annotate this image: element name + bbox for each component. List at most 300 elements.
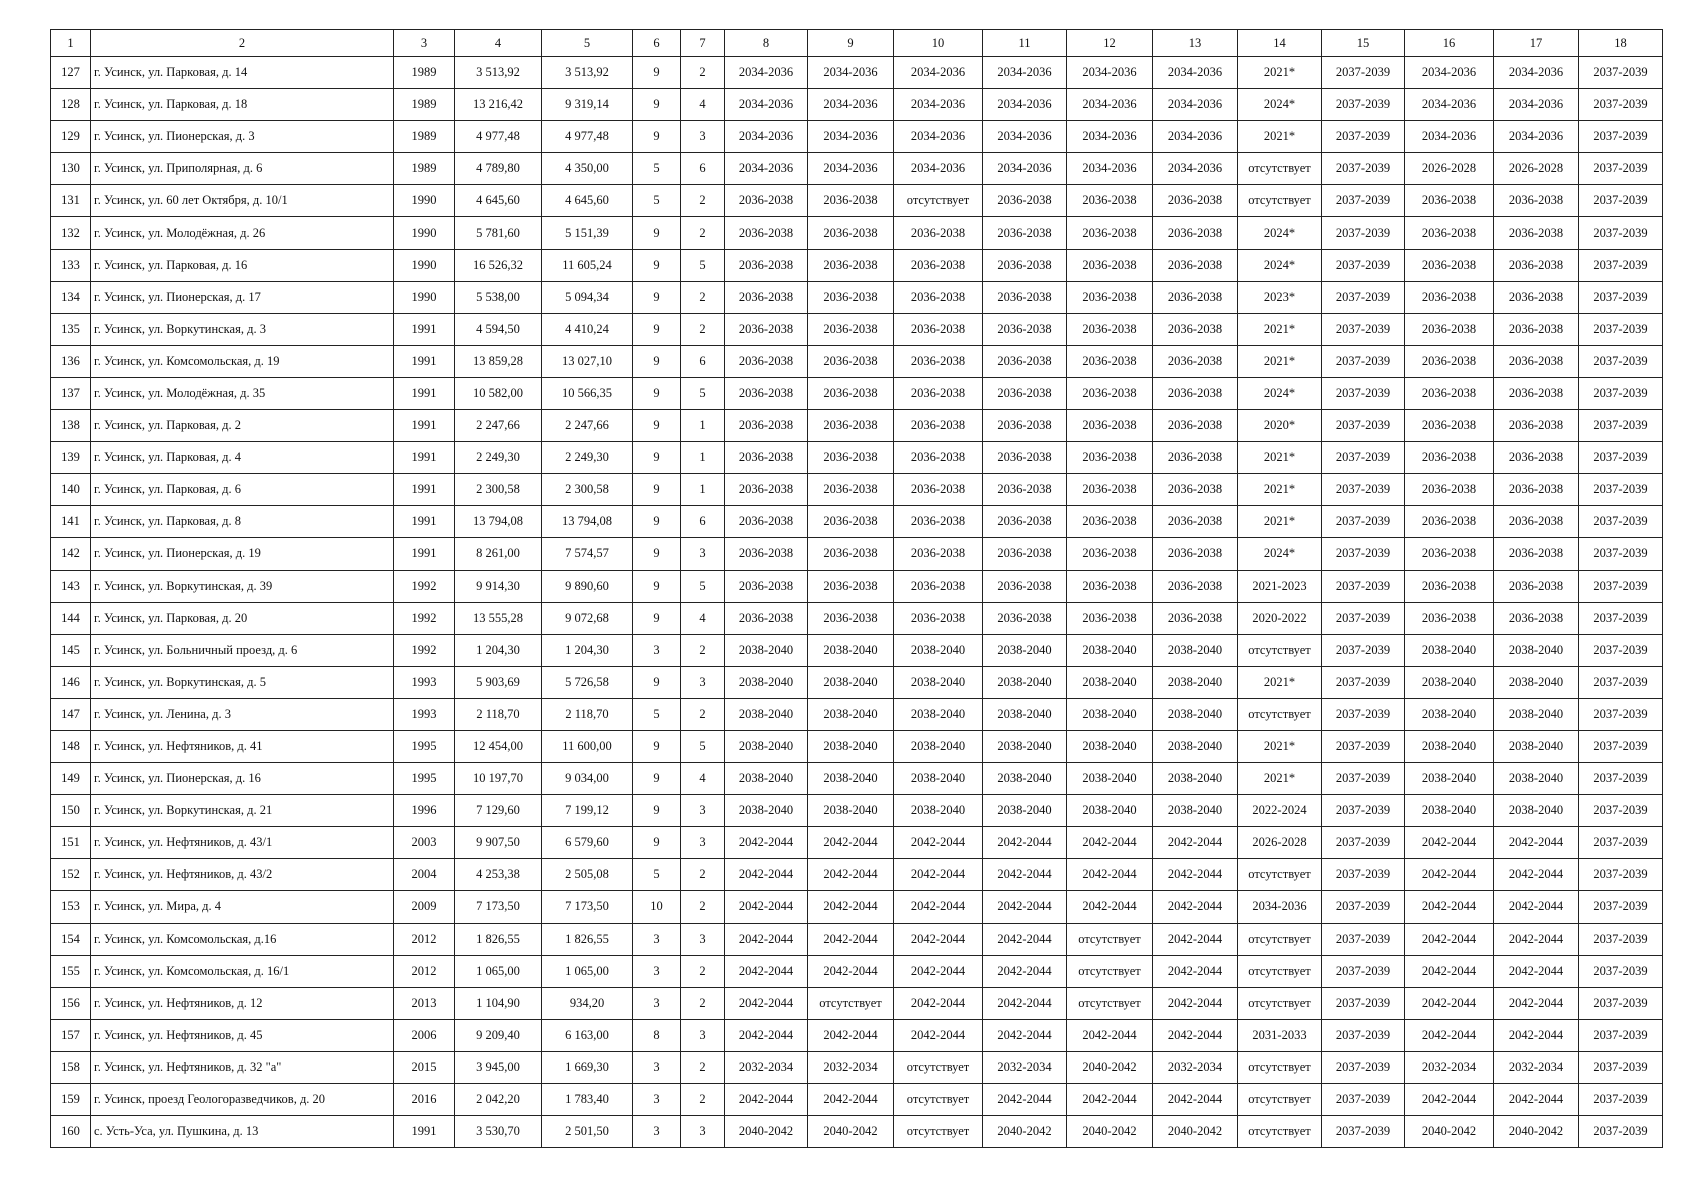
table-cell: 2036-2038: [1153, 602, 1238, 634]
table-cell: 2042-2044: [808, 891, 894, 923]
table-cell: 2036-2038: [983, 281, 1067, 313]
table-cell: 3: [633, 1116, 681, 1148]
table-cell: 9 034,00: [542, 763, 633, 795]
table-cell: 9: [633, 730, 681, 762]
table-cell: 2037-2039: [1322, 1051, 1405, 1083]
table-cell: 2036-2038: [894, 602, 983, 634]
table-cell: 2036-2038: [725, 345, 808, 377]
table-cell: 2037-2039: [1579, 410, 1663, 442]
table-cell: 2036-2038: [1153, 442, 1238, 474]
table-cell: 2040-2042: [1405, 1116, 1494, 1148]
table-cell: 5 094,34: [542, 281, 633, 313]
table-cell: 1989: [394, 57, 455, 89]
column-number: 10: [894, 30, 983, 57]
table-cell: 9: [633, 570, 681, 602]
table-cell: 5 781,60: [455, 217, 542, 249]
table-cell: 2037-2039: [1579, 217, 1663, 249]
table-cell: 2021*: [1238, 666, 1322, 698]
table-cell: 1991: [394, 506, 455, 538]
row-number-cell: 143: [51, 570, 91, 602]
table-row: [51, 923, 1663, 955]
table-cell: 2037-2039: [1322, 666, 1405, 698]
table-cell: 2037-2039: [1579, 827, 1663, 859]
table-cell: 2037-2039: [1322, 795, 1405, 827]
table-cell: 6: [681, 345, 725, 377]
table-cell: 2036-2038: [983, 474, 1067, 506]
table-cell: 2037-2039: [1322, 730, 1405, 762]
table-row: [51, 730, 1663, 762]
table-cell: 2037-2039: [1322, 698, 1405, 730]
table-cell: 2034-2036: [1494, 121, 1579, 153]
address-cell: г. Усинск, ул. Пионерская, д. 19: [91, 538, 394, 570]
table-cell: 1995: [394, 730, 455, 762]
table-cell: 2026-2028: [1238, 827, 1322, 859]
table-cell: 2036-2038: [1405, 602, 1494, 634]
table-cell: 13 794,08: [542, 506, 633, 538]
column-number: 9: [808, 30, 894, 57]
table-cell: 2042-2044: [983, 923, 1067, 955]
table-cell: 2038-2040: [1494, 666, 1579, 698]
table-cell: отсутствует: [1067, 923, 1153, 955]
table-cell: 2: [681, 185, 725, 217]
table-cell: 2036-2038: [808, 281, 894, 313]
table-cell: 5 151,39: [542, 217, 633, 249]
table-cell: 2038-2040: [983, 730, 1067, 762]
table-cell: 2036-2038: [1153, 281, 1238, 313]
table-cell: 2038-2040: [1153, 666, 1238, 698]
table-cell: 2 300,58: [455, 474, 542, 506]
address-cell: г. Усинск, ул. Парковая, д. 16: [91, 249, 394, 281]
table-cell: 1 826,55: [542, 923, 633, 955]
row-number-cell: 160: [51, 1116, 91, 1148]
table-cell: 2036-2038: [808, 506, 894, 538]
table-cell: 2: [681, 1051, 725, 1083]
table-cell: 2037-2039: [1579, 345, 1663, 377]
table-cell: 2037-2039: [1322, 121, 1405, 153]
address-cell: г. Усинск, ул. Комсомольская, д. 16/1: [91, 955, 394, 987]
table-cell: 2038-2040: [983, 698, 1067, 730]
table-cell: 9: [633, 377, 681, 409]
table-cell: 3: [633, 1051, 681, 1083]
address-cell: г. Усинск, ул. Парковая, д. 4: [91, 442, 394, 474]
table-cell: 2036-2038: [1153, 410, 1238, 442]
table-cell: 2038-2040: [1405, 763, 1494, 795]
table-cell: 2038-2040: [1405, 666, 1494, 698]
table-cell: 1993: [394, 666, 455, 698]
table-cell: 2021*: [1238, 474, 1322, 506]
table-cell: 1989: [394, 153, 455, 185]
table-cell: 2034-2036: [1067, 57, 1153, 89]
table-cell: 2038-2040: [894, 666, 983, 698]
table-cell: 2038-2040: [983, 666, 1067, 698]
table-cell: отсутствует: [894, 1116, 983, 1148]
table-cell: 2038-2040: [894, 698, 983, 730]
table-cell: 2038-2040: [1494, 634, 1579, 666]
table-row: [51, 442, 1663, 474]
table-cell: 2037-2039: [1322, 281, 1405, 313]
table-cell: 13 794,08: [455, 506, 542, 538]
table-cell: 1 104,90: [455, 987, 542, 1019]
table-cell: 2042-2044: [1153, 923, 1238, 955]
table-cell: 2036-2038: [983, 345, 1067, 377]
table-cell: отсутствует: [1238, 634, 1322, 666]
row-number-cell: 147: [51, 698, 91, 730]
table-cell: 1 669,30: [542, 1051, 633, 1083]
table-cell: 2021*: [1238, 345, 1322, 377]
table-cell: 2042-2044: [1067, 859, 1153, 891]
table-cell: 2036-2038: [1405, 474, 1494, 506]
table-cell: 2037-2039: [1322, 313, 1405, 345]
table-cell: 2042-2044: [1067, 1019, 1153, 1051]
table-cell: 2038-2040: [808, 795, 894, 827]
table-cell: 1 204,30: [455, 634, 542, 666]
table-cell: 2 042,20: [455, 1084, 542, 1116]
table-row: [51, 185, 1663, 217]
table-cell: 2038-2040: [1405, 730, 1494, 762]
table-cell: 2042-2044: [983, 859, 1067, 891]
table-cell: 2037-2039: [1579, 506, 1663, 538]
table-cell: 9 072,68: [542, 602, 633, 634]
table-cell: 2036-2038: [983, 506, 1067, 538]
table-cell: 2042-2044: [983, 987, 1067, 1019]
table-cell: 5 903,69: [455, 666, 542, 698]
table-cell: отсутствует: [1238, 698, 1322, 730]
table-cell: 2034-2036: [725, 89, 808, 121]
column-number: 1: [51, 30, 91, 57]
table-cell: 2038-2040: [1067, 698, 1153, 730]
table-cell: 2036-2038: [1494, 538, 1579, 570]
table-cell: 9: [633, 666, 681, 698]
table-cell: 2037-2039: [1322, 538, 1405, 570]
table-cell: 2042-2044: [1153, 859, 1238, 891]
table-cell: 9: [633, 121, 681, 153]
table-row: [51, 955, 1663, 987]
table-cell: 2034-2036: [1067, 153, 1153, 185]
table-cell: 2037-2039: [1579, 89, 1663, 121]
table-cell: 2042-2044: [1494, 987, 1579, 1019]
address-cell: с. Усть-Уса, ул. Пушкина, д. 13: [91, 1116, 394, 1148]
table-cell: 2034-2036: [1153, 57, 1238, 89]
table-cell: 1992: [394, 602, 455, 634]
row-number-cell: 142: [51, 538, 91, 570]
table-cell: 2024*: [1238, 377, 1322, 409]
table-cell: 2036-2038: [1067, 377, 1153, 409]
table-cell: 2003: [394, 827, 455, 859]
table-cell: 5: [681, 377, 725, 409]
table-cell: 5: [681, 570, 725, 602]
row-number-cell: 130: [51, 153, 91, 185]
table-cell: 2038-2040: [1067, 634, 1153, 666]
row-number-cell: 138: [51, 410, 91, 442]
table-cell: 2038-2040: [725, 634, 808, 666]
table-cell: 1991: [394, 1116, 455, 1148]
table-cell: 2: [681, 698, 725, 730]
table-cell: 2037-2039: [1579, 666, 1663, 698]
table-row: [51, 1019, 1663, 1051]
table-cell: 2042-2044: [808, 923, 894, 955]
table-cell: 2042-2044: [1405, 1084, 1494, 1116]
table-cell: 2036-2038: [894, 474, 983, 506]
row-number-cell: 134: [51, 281, 91, 313]
table-row: [51, 538, 1663, 570]
table-cell: 2036-2038: [808, 249, 894, 281]
table-cell: 2036-2038: [894, 506, 983, 538]
table-cell: 1991: [394, 474, 455, 506]
table-cell: 2038-2040: [1405, 698, 1494, 730]
table-cell: 2042-2044: [1153, 955, 1238, 987]
table-row: [51, 698, 1663, 730]
table-cell: 2 501,50: [542, 1116, 633, 1148]
address-cell: г. Усинск, ул. Воркутинская, д. 39: [91, 570, 394, 602]
table-cell: 2 300,58: [542, 474, 633, 506]
table-cell: 2036-2038: [1405, 506, 1494, 538]
table-cell: 2036-2038: [725, 281, 808, 313]
table-cell: 2036-2038: [808, 377, 894, 409]
row-number-cell: 133: [51, 249, 91, 281]
table-cell: 2034-2036: [1494, 89, 1579, 121]
table-cell: 2036-2038: [1153, 217, 1238, 249]
table-cell: отсутствует: [1238, 1051, 1322, 1083]
row-number-cell: 155: [51, 955, 91, 987]
table-cell: 2026-2028: [1494, 153, 1579, 185]
table-cell: 9 890,60: [542, 570, 633, 602]
table-row: [51, 121, 1663, 153]
table-cell: 934,20: [542, 987, 633, 1019]
table-cell: 3: [681, 923, 725, 955]
table-row: [51, 89, 1663, 121]
table-cell: 2036-2038: [1494, 313, 1579, 345]
table-cell: 2038-2040: [1494, 730, 1579, 762]
table-cell: 2036-2038: [1067, 313, 1153, 345]
table-cell: 2042-2044: [894, 827, 983, 859]
table-cell: 1991: [394, 410, 455, 442]
table-cell: 3: [681, 827, 725, 859]
table-cell: 2036-2038: [1494, 249, 1579, 281]
table-cell: 2036-2038: [1405, 538, 1494, 570]
table-cell: 2034-2036: [808, 89, 894, 121]
table-cell: 2036-2038: [1153, 377, 1238, 409]
address-cell: г. Усинск, ул. Парковая, д. 6: [91, 474, 394, 506]
table-cell: 2040-2042: [1494, 1116, 1579, 1148]
table-cell: 3 945,00: [455, 1051, 542, 1083]
table-cell: 2037-2039: [1579, 474, 1663, 506]
data-table: [50, 29, 1663, 1148]
table-cell: 1995: [394, 763, 455, 795]
table-cell: 2: [681, 1084, 725, 1116]
table-cell: 1 065,00: [455, 955, 542, 987]
table-cell: 2036-2038: [1494, 217, 1579, 249]
table-cell: 2036-2038: [1067, 474, 1153, 506]
table-cell: 2042-2044: [1494, 923, 1579, 955]
table-cell: 2021*: [1238, 121, 1322, 153]
table-cell: 1 783,40: [542, 1084, 633, 1116]
table-cell: 2036-2038: [725, 602, 808, 634]
row-number-cell: 152: [51, 859, 91, 891]
table-cell: 4 594,50: [455, 313, 542, 345]
table-cell: 2024*: [1238, 217, 1322, 249]
table-cell: 2036-2038: [1405, 217, 1494, 249]
table-cell: 2036-2038: [725, 506, 808, 538]
table-cell: 2036-2038: [983, 185, 1067, 217]
table-cell: 2036-2038: [1153, 249, 1238, 281]
table-cell: 2042-2044: [808, 1019, 894, 1051]
address-cell: г. Усинск, ул. Комсомольская, д.16: [91, 923, 394, 955]
address-cell: г. Усинск, ул. Ленина, д. 3: [91, 698, 394, 730]
table-cell: 9: [633, 57, 681, 89]
table-cell: 2036-2038: [983, 313, 1067, 345]
table-cell: 4 350,00: [542, 153, 633, 185]
table-cell: 5: [633, 185, 681, 217]
table-cell: 9: [633, 89, 681, 121]
table-cell: 2042-2044: [1153, 987, 1238, 1019]
table-cell: 2034-2036: [894, 57, 983, 89]
table-cell: 2034-2036: [725, 57, 808, 89]
table-cell: 2042-2044: [1405, 923, 1494, 955]
table-cell: 2036-2038: [1153, 185, 1238, 217]
address-cell: г. Усинск, ул. Пионерская, д. 16: [91, 763, 394, 795]
table-cell: отсутствует: [1238, 1084, 1322, 1116]
table-cell: 2038-2040: [1067, 730, 1153, 762]
table-cell: 2037-2039: [1579, 987, 1663, 1019]
table-cell: 9: [633, 249, 681, 281]
table-cell: 2037-2039: [1579, 442, 1663, 474]
table-cell: 2036-2038: [1405, 410, 1494, 442]
column-number: 2: [91, 30, 394, 57]
table-cell: 2034-2036: [725, 121, 808, 153]
table-cell: 2: [681, 955, 725, 987]
table-cell: 2032-2034: [808, 1051, 894, 1083]
table-cell: 2042-2044: [894, 1019, 983, 1051]
address-cell: г. Усинск, ул. Воркутинская, д. 21: [91, 795, 394, 827]
table-cell: 2037-2039: [1322, 827, 1405, 859]
table-cell: 2021*: [1238, 313, 1322, 345]
table-cell: 9 319,14: [542, 89, 633, 121]
address-cell: г. Усинск, ул. Нефтяников, д. 41: [91, 730, 394, 762]
table-cell: 2042-2044: [1067, 827, 1153, 859]
table-cell: 2037-2039: [1322, 185, 1405, 217]
table-cell: 2 118,70: [455, 698, 542, 730]
table-cell: 2036-2038: [725, 185, 808, 217]
column-number: 5: [542, 30, 633, 57]
table-cell: 2042-2044: [1494, 1019, 1579, 1051]
table-cell: 2036-2038: [1067, 249, 1153, 281]
table-cell: 2021*: [1238, 763, 1322, 795]
table-cell: 2037-2039: [1322, 1084, 1405, 1116]
table-cell: 3: [681, 538, 725, 570]
table-cell: 2037-2039: [1579, 730, 1663, 762]
table-cell: 2036-2038: [894, 313, 983, 345]
table-cell: 2036-2038: [725, 474, 808, 506]
table-cell: 2042-2044: [1405, 827, 1494, 859]
table-cell: 7 574,57: [542, 538, 633, 570]
table-cell: 2037-2039: [1322, 859, 1405, 891]
table-cell: 9: [633, 281, 681, 313]
table-cell: 2042-2044: [983, 955, 1067, 987]
table-cell: 1993: [394, 698, 455, 730]
row-number-cell: 140: [51, 474, 91, 506]
table-cell: 2042-2044: [1405, 987, 1494, 1019]
table-cell: 5: [681, 730, 725, 762]
table-cell: 2036-2038: [808, 570, 894, 602]
table-cell: 2037-2039: [1322, 1116, 1405, 1148]
table-cell: 3: [681, 1116, 725, 1148]
table-row: [51, 474, 1663, 506]
table-cell: 5: [633, 153, 681, 185]
table-cell: 2037-2039: [1579, 538, 1663, 570]
address-cell: г. Усинск, ул. Нефтяников, д. 45: [91, 1019, 394, 1051]
table-cell: 2031-2033: [1238, 1019, 1322, 1051]
table-cell: 2037-2039: [1579, 634, 1663, 666]
table-cell: 2037-2039: [1579, 377, 1663, 409]
table-cell: 1991: [394, 538, 455, 570]
table-cell: 2038-2040: [1405, 795, 1494, 827]
table-cell: отсутствует: [1238, 923, 1322, 955]
table-cell: 3: [681, 666, 725, 698]
table-cell: 2038-2040: [983, 634, 1067, 666]
table-cell: 1991: [394, 377, 455, 409]
table-cell: 2037-2039: [1579, 891, 1663, 923]
table-cell: 2032-2034: [1153, 1051, 1238, 1083]
table-cell: 2042-2044: [894, 859, 983, 891]
table-cell: 2036-2038: [1405, 313, 1494, 345]
table-cell: 2034-2036: [1238, 891, 1322, 923]
table-cell: 10 582,00: [455, 377, 542, 409]
table-cell: 9: [633, 313, 681, 345]
table-cell: 2037-2039: [1322, 57, 1405, 89]
table-cell: 2020*: [1238, 410, 1322, 442]
table-cell: 2042-2044: [1494, 859, 1579, 891]
table-cell: 2036-2038: [725, 410, 808, 442]
table-cell: 2034-2036: [1494, 57, 1579, 89]
table-cell: 2037-2039: [1579, 602, 1663, 634]
table-cell: 2037-2039: [1322, 345, 1405, 377]
table-cell: 2036-2038: [1153, 570, 1238, 602]
table-cell: 2021*: [1238, 57, 1322, 89]
table-cell: отсутствует: [1238, 1116, 1322, 1148]
table-cell: 2036-2038: [983, 249, 1067, 281]
table-cell: 2042-2044: [1153, 891, 1238, 923]
table-cell: 2036-2038: [1405, 281, 1494, 313]
table-cell: 2024*: [1238, 538, 1322, 570]
table-cell: 2034-2036: [1153, 89, 1238, 121]
table-cell: 2034-2036: [1405, 121, 1494, 153]
table-cell: 2036-2038: [1494, 570, 1579, 602]
column-number: 13: [1153, 30, 1238, 57]
address-cell: г. Усинск, ул. Парковая, д. 20: [91, 602, 394, 634]
row-number-cell: 156: [51, 987, 91, 1019]
table-cell: 10: [633, 891, 681, 923]
table-cell: 2012: [394, 955, 455, 987]
table-cell: 2042-2044: [1067, 1084, 1153, 1116]
table-cell: 2038-2040: [725, 698, 808, 730]
table-cell: 2036-2038: [894, 281, 983, 313]
table-cell: 2020-2022: [1238, 602, 1322, 634]
table-cell: 2042-2044: [725, 1019, 808, 1051]
table-cell: 2036-2038: [1153, 538, 1238, 570]
table-cell: 4: [681, 763, 725, 795]
table-row: [51, 57, 1663, 89]
table-cell: 2042-2044: [1494, 955, 1579, 987]
table-cell: 2042-2044: [808, 1084, 894, 1116]
table-cell: 2034-2036: [1405, 89, 1494, 121]
table-cell: 2037-2039: [1322, 763, 1405, 795]
table-cell: 1989: [394, 121, 455, 153]
table-cell: 2034-2036: [894, 121, 983, 153]
table-cell: 2042-2044: [1494, 1084, 1579, 1116]
row-number-cell: 149: [51, 763, 91, 795]
table-cell: 2042-2044: [1405, 955, 1494, 987]
table-cell: 2038-2040: [983, 763, 1067, 795]
